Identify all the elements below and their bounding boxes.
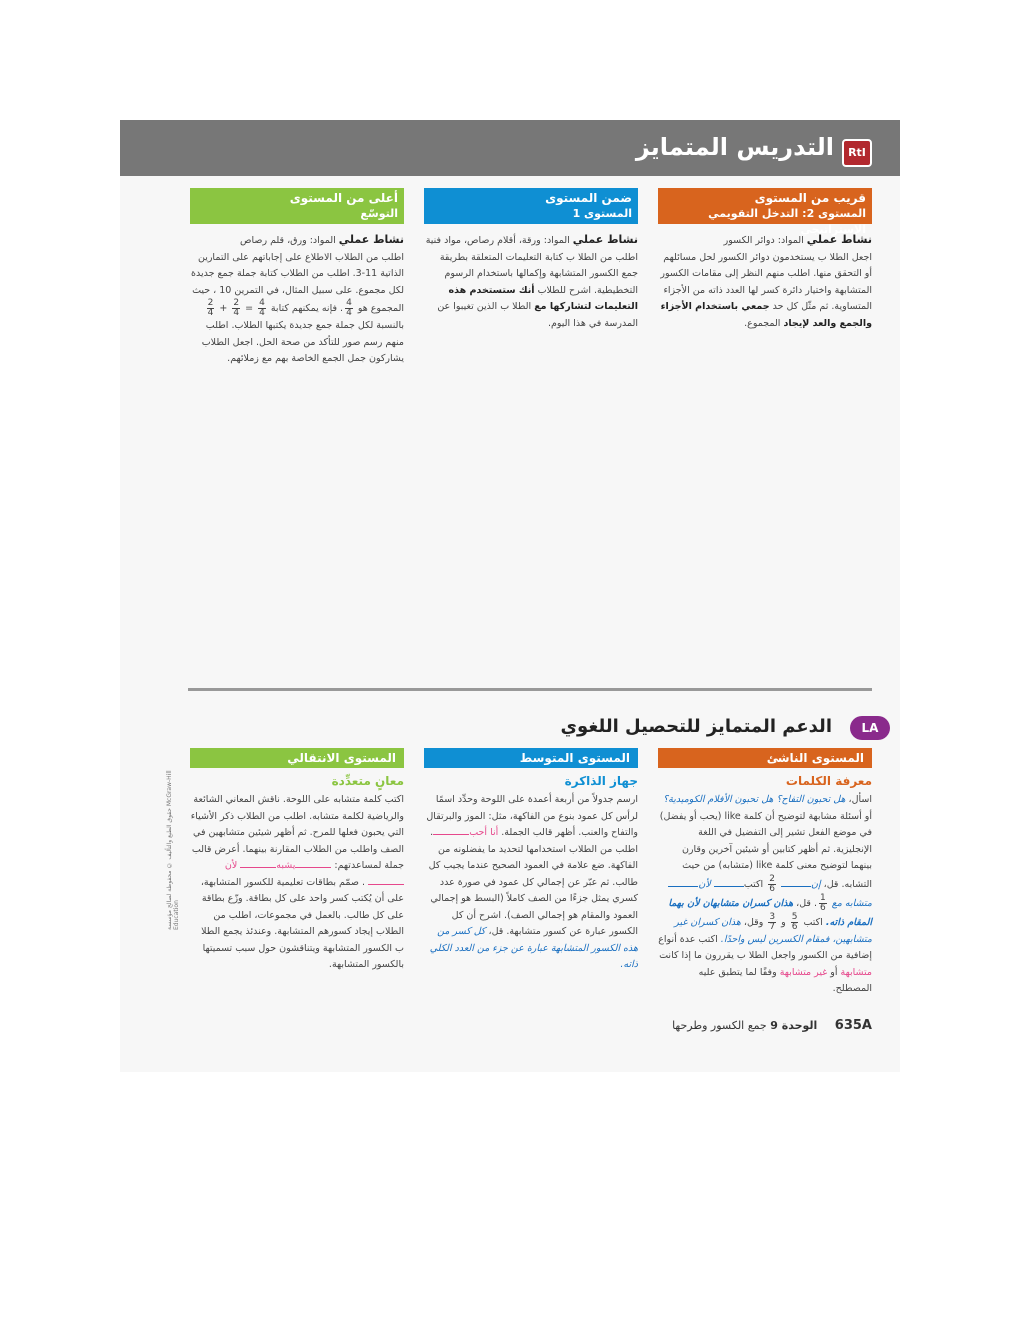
body-text-bold: جمعي باستخدام الأجزاء والجمع والعد لإيجاد <box>660 301 872 329</box>
banner-title: التدريس المتمايز <box>635 133 834 161</box>
col-on-level <box>424 188 638 332</box>
equation: $\frac{2}{4}$ + $\frac{2}{4}$ = $\frac{4}{4}$ <box>207 298 265 318</box>
subtitle-emerging: معرفة الكلمات <box>785 774 872 788</box>
col-beyond <box>190 188 404 368</box>
banner <box>120 120 900 176</box>
body-text: اطلب من الطلاب الاطلاع على إجاباتهم على التمارين الذاتية 11-3. اطلب من الطلاب كتابة جملة جمع جديدة لكل مجموع. على سبيل المثال، في التمرين 10 ، حيث المجموع هو <box>191 251 404 314</box>
subtitle-transitional: معانٍ متعدِّدة <box>331 774 404 788</box>
body-text: الطلا ب الذين تغيبوا عن المدرسة في هذا اليوم. <box>437 301 638 329</box>
rti-badge: RtI <box>842 139 872 167</box>
fraction: $\frac{4}{4}$ <box>346 298 352 318</box>
header-approaching <box>658 188 872 236</box>
header-on-level <box>424 188 638 224</box>
body-text: اطلب من الطلا ب كتابة التعليمات المتعلقة بطريقة جمع الكسور المتشابهة وإكمالها باستخدام الرسوم التخطيطية. اشرح للطلاب <box>439 251 638 296</box>
unit-title: جمع الكسور وطرحها <box>672 1019 767 1032</box>
la-badge: LA <box>850 716 890 740</box>
col-transitional <box>190 748 404 974</box>
fraction: $\frac{1}{6}$ <box>820 892 826 913</box>
header-title: ضمن المستوى <box>545 191 632 205</box>
body-approaching <box>658 232 872 332</box>
body-text: المجموع. <box>744 317 781 329</box>
header-subtitle: المستوى 2: التدخل التقويمي الإستراتيجي <box>708 207 866 236</box>
header-title: قريب من المستوى <box>754 191 866 205</box>
fraction: $\frac{2}{6}$ <box>769 873 775 894</box>
col-intermediate <box>424 748 638 974</box>
header-beyond <box>190 188 404 224</box>
fraction: $\frac{3}{7}$ <box>769 911 776 932</box>
body-text-bold: أنك ستستخدم هذه التعليمات لتشاركها مع <box>448 284 638 312</box>
body-text: اجعل الطلا ب يستخدمون دوائر الكسور لحل مسائلهم أو التحقق منها. اطلب منهم النظر إلى مقامات الكسور المتشابهة واختيار دائرة كسر لها العدد ذاته من الأجزاء المتساوية. ثم مثّل كل حد <box>660 251 872 312</box>
header-emerging: المستوى الناشئ <box>658 748 872 768</box>
body-beyond: نشاط عملي المواد: ورق، قلم رصاص اطلب من الطلاب الاطلاع على إجاباتهم على التمارين الذاتية 11-3. اطلب من الطلاب كتابة جملة جمع جديدة لكل مجموع. على سبيل المثال، في التمرين 10 ، حيث المجموع هو $\frac{4}{4}$ . فإنه يمكنهم كتابة $\frac{2}{4}$ + $\frac{2}{4}$ = $\frac{4}{4}$ بالنسبة لكل جملة جمع جديدة يكتبها الطلاب. اطلب منهم رسم صور للتأكد من صحة الحل. اجعل الطلاب يشاركون جمل الجمع الخاصة بهم مع زملائهم. <box>191 233 404 364</box>
body-emerging: اسأل، هل تحبون التفاح؟ هل تحبون الأفلام الكوميدية؟ أو أسئلة مشابهة لتوضيح أن كلمة like (يحب أو يفضل) في موضع الفعل تشير إلى التفضيل في اللغة الإنجليزية. ثم أظهر كتابين أو شيئين آخرين وقارن بينهما لتوضيح معنى كلمة like (متشابه) من حيث التشابه. قل، إن $\frac{2}{6}$ اكتب لأن متشابه مع $\frac{1}{6}$ . قل، هذان كسران متشابهان لأن بهما المقام ذاته. اكتب $\frac{5}{6}$ و $\frac{3}{7}$ وقل، هذان كسران غير متشابهين، فمقام الكسرين ليس واحدًا. اكتب عدة أنواع إضافية من الكسور واجعل الطلا ب يقررون ما إذا كانت متشابهة أو غير متشابهة وفقًا لما يتطبق عليه المصطلح. <box>658 794 872 994</box>
materials: المواد: ورق، قلم رصاص <box>240 235 336 246</box>
header-subtitle: المستوى 1 <box>572 207 632 220</box>
copyright-note: حقوق الطبع والتأليف © محفوظة لصالح مؤسسة McGraw-Hill Education <box>166 770 180 930</box>
col-approaching <box>658 188 872 332</box>
unit-label: الوحدة 9 <box>770 1019 818 1032</box>
section-divider <box>188 688 872 691</box>
page-number: 635A <box>834 1018 872 1033</box>
la-title: الدعم المتمايز للتحصيل اللغوي <box>560 716 832 737</box>
header-intermediate: المستوى المتوسط <box>424 748 638 768</box>
header-subtitle: التوسّع <box>360 207 398 220</box>
fraction: $\frac{5}{6}$ <box>791 911 798 932</box>
header-transitional: المستوى الانتقالي <box>190 748 404 768</box>
activity-label: نشاط عملي <box>572 233 638 246</box>
header-title: أعلى من المستوى <box>289 191 398 205</box>
page-footer <box>672 1018 872 1033</box>
body-text: فإنه يمكنهم كتابة <box>270 303 338 314</box>
body-text: بالنسبة لكل جملة جمع جديدة يكتبها الطلاب. اطلب منهم رسم صور للتأكد من صحة الحل. اجعل الطلاب يشاركون جمل الجمع الخاصة بهم مع زملائهم. <box>201 320 404 364</box>
materials: المواد: دوائر الكسور <box>723 235 804 246</box>
body-on-level <box>424 232 638 332</box>
subtitle-intermediate: جهاز الذاكرة <box>564 774 638 788</box>
activity-label: نشاط عملي <box>806 233 872 246</box>
body-transitional: اكتب كلمة متشابه على اللوحة. ناقش المعاني الشائعة والرياضية لكلمة متشابه. اطلب من الطلاب ذكر الأشياء التي يحبون فعلها للمرح. ثم أظهر شيئين متشابهين في الصف واطلب من الطلاب المقارنة بينهما. أعرض قالب جملة لمساعدتهم: يشبه لأن . صمّم بطاقات تعليمية للكسور المتشابهة، على أن يُكتب كسر واحد على كل بطاقة. وزّع بطاقة على كل طالب. بالعمل في مجموعات، اطلب من الطلاب إيجاد كسورهم المتشابهة. وعندئذ يجمع الطلا ب الكسور المتشابهة ويتناقشون حول سبب تسميتها بالكسور المتشابهة. <box>190 794 404 970</box>
materials: المواد: ورقة، أقلام رصاص، مواد فنية <box>425 235 570 246</box>
body-intermediate: ارسم جدولاً من أربعة أعمدة على اللوحة وحدِّد اسمًا لرأس كل عمود بنوع من الفاكهة، مثل: الموز والبرتقال والتفاح والعنب. أظهر قالب الجملة. أنا أحب. اطلب من الطلاب استخدامها لتحديد ما يفضلونه من الفاكهة. ضع علامة في العمود الصحيح عندما يجيب كل طالب. ثم عبّر عن إجمالي كل عمود في صورة عدد كسري يمثل جزءًا من الصف كاملاً (البسط هو إجمالي العمود والمقام هو إجمالي الصف). اشرح أن كل الكسور عبارة عن كسور متشابهة. قل، كل كسر من هذه الكسور المتشابهة عبارة عن جزء من العدد الكلي ذاته. <box>426 794 638 970</box>
activity-label: نشاط عملي <box>338 233 404 246</box>
col-emerging <box>658 748 872 998</box>
